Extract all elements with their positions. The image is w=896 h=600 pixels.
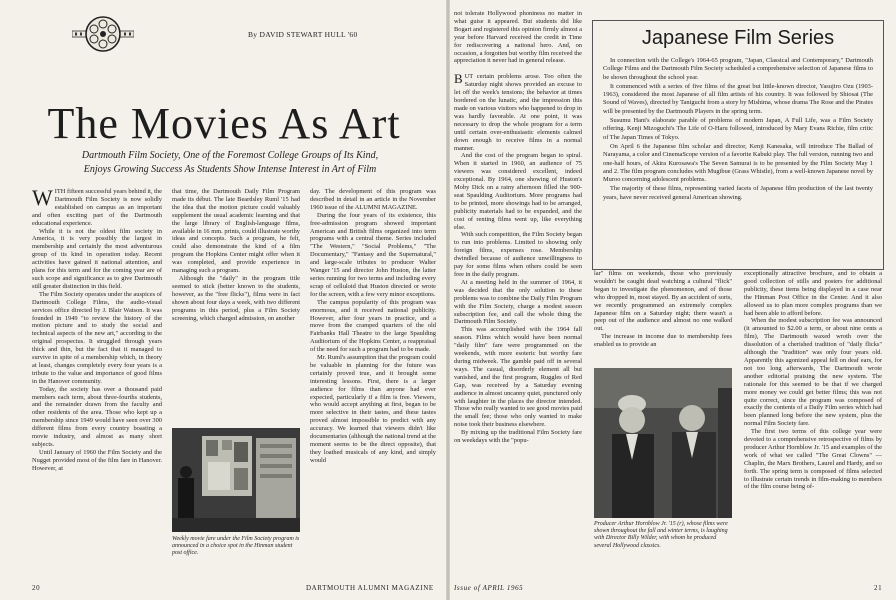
paragraph: And the cost of the program began to spiral. When it started in 1960, an audience of 75 viewers was considered excellent, indeed exceptional. By 1964, one showing of Huston's Moby Dick on a rainy afternoon filled the 900-seat Spaulding Auditorium. More programs had to be printed, more showings had to be arranged, publicity materials had to be expanded, and the cost of renting films went up, like everything else. — [454, 152, 582, 231]
japanese-film-series-box — [592, 20, 884, 270]
paragraph: day. The development of this program was described in detail in an article in the November 1960 issue of the ALUMNI MAGAZINE. — [310, 188, 436, 211]
drop-cap: B — [454, 71, 463, 87]
hornblow-wilder-illustration — [594, 368, 732, 518]
subtitle-line-2: Enjoys Growing Success As Students Show Intense Interest in Art of Film — [83, 163, 377, 175]
paragraph: The campus popularity of this program was enormous, and it received national publicity. However, after four years in practice, and a move from the cramped quarters of the old Fairbanks Hall Theatre to the large Spaulding Auditorium of the Hopkins Center, a reappraisal of the need for such a program had to be made. — [310, 298, 436, 354]
post-office-photo — [172, 428, 300, 532]
paragraph: Until January of 1960 the Film Society and the Nugget provided most of the film fare in Hanover. However, at — [32, 448, 162, 472]
right-column-2 — [594, 270, 732, 362]
sidebar-title: Japanese Film Series — [641, 27, 835, 49]
page-number-right: 21 — [874, 584, 883, 592]
paragraph: During the four years of its existence, this free-admission program showed important American and British films organized into term programs with a central theme. Series included "The Western," "Social Problems," "The Documentary," "Fantasy and the Supernatural," and large-scale tributes to producer Walter Wanger '15 and director John Huston, the latter series running for two terms and including every scrap of celluloid that Huston directed or wrote for the screen, with a few very minor exceptions. — [310, 211, 436, 298]
post-office-illustration — [172, 428, 300, 532]
running-foot: DARTMOUTH ALUMNI MAGAZINE — [306, 584, 434, 592]
paragraph: lar" films on weekends, those who previously wouldn't be caught dead watching a cultural "flick" began to investigate the phenomenon, and of those who dropped in, most stayed. By an accident of sorts, we recently programmed an extremely complex Japanese film on a Saturday night; there wasn't a peep out of the audience and almost no one walked out. — [594, 270, 732, 333]
paragraph: The Film Society operates under the auspices of Dartmouth College Films, the audio-visual services office directed by J. Blair Watson. It was founded in 1949 "to review the history of the motion picture and to study the social and technical aspects of the new art," according to the original prospectus. It struggled through years thick and thin, but the fact that it managed to survive in spite of a membership which, in theory at least, changes completely every four years is a tribute to the value and importance of good films in the Hanover community. — [32, 290, 162, 385]
paragraph: With such competition, the Film Society began to run into problems. Limited to showing only foreign films, expenses rose. Membership dwindled because of audience unwillingness to pay for some films when others could be seen free in the daily program. — [454, 231, 582, 278]
left-photo-caption: Weekly movie fare under the Film Society program is announced in a choice spot in the Hinman student post office. — [172, 536, 300, 557]
left-column-2 — [172, 188, 300, 420]
paragraph: Today, the society has over a thousand paid members each term, about three-fourths students, and the remainder drawn from the faculty and other residents of the area. Those who kept up a membership since 1949 would have seen over 300 different films from every country boasting a movie industry, and almost as many short subjects. — [32, 385, 162, 448]
sidebar-text — [603, 57, 873, 203]
right-column-1 — [454, 10, 582, 576]
paragraph: The first two terms of this college year were devoted to a comprehensive retrospective of films by producer Arthur Hornblow Jr. '15 and examples of the work of what we called "The Great Clowns" — Chaplin, the Marx Brothers, Laurel and Hardy, and so forth. The spring term is composed of films selected to illustrate certain trends in film-making to members of the film course being of- — [744, 428, 882, 491]
paragraph: exceptionally attractive brochure, and to obtain a good collection of stills and posters for additional publicity, these items being displayed in a case near the Hinman Post Office in the Center. And it also allowed us to plan more complex programs than we had been able to afford before. — [744, 270, 882, 317]
drop-cap: W — [32, 188, 53, 210]
paragraph: When the modest subscription fee was announced (it amounted to $2.00 a term, or about nine cents a film), The Dartmouth waxed wroth over the dissolution of a cherished tradition of "daily flicks" although the "tradition" was only four years old. Apparently this agonized appeal fell on deaf ears, for not too long afterwards, The Dartmouth wrote another editorial praising the new system. The rationale for this seemed to be that if we charged more money we could get better films; this was not quite correct, since the program was composed of exactly the contents of a Daily Film series which had been planned long before the new system, plus the normal Film Society fare. — [744, 317, 882, 428]
paragraph: Mr. Ruml's assumption that the program could be valuable in planning for the future was certainly proved true, and it brought some interesting lessons. First, there is a larger audience for films than anyone had ever expected, particularly if a film is free. Viewers, who would accept anything at first, began to be more selective in their tastes, and these tastes proved almost impossible to predict with any accuracy. We learned that viewers didn't like documentaries (although the national trend at the moment seems to be the direct opposite), that they loathed musicals of any kind, and simply would — [310, 354, 436, 464]
paragraph: not tolerate Hollywood phoniness no matter in what guise it appeared. But students did like Bogart and registered this opinion firmly almost a year before Harvard received the credit in Time for rediscovering a national hero. And, on occasion, a forgotten but worthy film received the appreciation it never had in general release. — [454, 10, 582, 65]
film-reel-logo — [72, 14, 134, 54]
paragraph: WITH fifteen successful years behind it, the Dartmouth Film Society is now solidly established on campus as an important and often exciting part of the Dartmouth educational experience. — [32, 188, 162, 227]
hornblow-wilder-photo — [594, 368, 732, 518]
issue-line: Issue of APRIL 1965 — [454, 584, 524, 592]
paragraph: The increase in income due to membership fees enabled us to provide an — [594, 333, 732, 349]
paragraph: While it is not the oldest film society in America, it is very possibly the largest in membership and certainly the most adventurous group of its kind in operation today. Recent activities have gained it national attention, and plans for this term and for the coming year are of such scope and significance as to give Dartmouth still greater distinction in this field. — [32, 227, 162, 290]
paragraph: This was accomplished with the 1964 fall season. Films which would have been normal "daily film" fare were programmed on the weekends, with more esoteric but worthy fare during midweek. The gamble paid off in several ways. The casual, disorderly element all but vanished, and the first program, Ruggles of Red Gap, was received by a Saturday evening audience in almost uncanny quiet, punctured only with laughter in the places the director intended. Those who really wanted to see good movies paid the small fee; those who only wanted to make noise took their business elsewhere. — [454, 326, 582, 429]
paragraph: The majority of these films, representing varied facets of Japanese film production of the last twenty years, have never received general American showing. — [603, 185, 873, 201]
left-column-3 — [310, 188, 436, 580]
paragraph: BUT certain problems arose. Too often the Saturday night shows provided an excuse to let off the week's tensions; the behavior at times bordered on the lunatic, and the impression this made on various visitors who happened to drop in was hardly favorable. At one point, it was necessary to drop the whole program for a term until certain over-enthusiastic elements calmed down enough to receive films in a normal manner. — [454, 71, 582, 152]
right-photo-caption: Producer Arthur Hornblow Jr. '15 (r), whose films were shown throughout the fall and winter terms, is laughing with Director Billy Wilder, with whom he produced several Hollywood classics. — [594, 521, 728, 549]
right-page — [448, 0, 896, 600]
paragraph: By mixing up the traditional Film Society fare on weekdays with the "popu- — [454, 429, 582, 445]
paragraph: At a meeting held in the summer of 1964, it was decided that the only solution to these problems was to combine the Daily Film Program with the Film Society, charge a modest season subscription fee, and call the whole thing the Dartmouth Film Society. — [454, 278, 582, 326]
subtitle-line-1: Dartmouth Film Society, One of the Foremost College Groups of Its Kind, — [81, 150, 379, 161]
paragraph: that time, the Dartmouth Daily Film Program made its début. The late Beardsley Ruml '15 had the idea that the motion picture could valuably supplement the usual academic learning and that the large library of English-language films, available in 16 mm. prints, could illustrate worthy ideas and concepts. Such a program, he felt, could also demonstrate the kind of a film program the Hopkins Center might offer when it was completed, and provide experience in managing such a program. — [172, 188, 300, 275]
paragraph: Susumu Hani's elaborate parable of problems of modern Japan, A Full Life, was a Film Society offering. Kenji Mizoguchi's The Life of O-Haru followed, introduced by Mary Evans Richie, film critic of The Japan Times of Tokyo. — [603, 117, 873, 141]
left-column-1 — [32, 188, 162, 580]
paragraph: Although the "daily" in the program title seemed to stick (better known to the students, however, as the "free flicks"), films were in fact shown about four days a week, with two different programs in this period, plus a Film Society screening, which charged admission, on another — [172, 274, 300, 322]
article-title: The Movies As Art — [47, 99, 401, 148]
article-subtitle — [50, 149, 410, 176]
paragraph: In connection with the College's 1964-65 program, "Japan, Classical and Contemporary," Dartmouth College Films and the Dartmouth Film Society scheduled a comprehensive selection of Japanese films to be shown throughout the school year. — [603, 57, 873, 81]
right-column-3 — [744, 270, 882, 580]
paragraph: On April 6 the Japanese film scholar and director, Kenji Kanesaka, will introduce The Ballad of Narayama, a color and CinemaScope version of a favorite Kabuki play. The full version, running two and one-half hours, of Akira Kurosawa's The Seven Samurai is to be presented by the Film Society May 1 and 2. The film program concludes with Mugibue (Grass Whistle), from a well-known Japanese novel by Muroo concerning adolescent problems. — [603, 142, 873, 184]
paragraph: It commenced with a series of five films of the great but little-known director, Yasujiro Ozu (1903-1963), considered the most Japanese of all film artists of his country. It was followed by Shiosai (The Sound of Waves), directed by Taniguchi from a story by Mishima, whose drama The Rose and the Pirates will be presented by the Dartmouth Players in the spring term. — [603, 82, 873, 115]
byline: By DAVID STEWART HULL '60 — [248, 30, 358, 39]
page-number-left: 20 — [32, 584, 41, 592]
